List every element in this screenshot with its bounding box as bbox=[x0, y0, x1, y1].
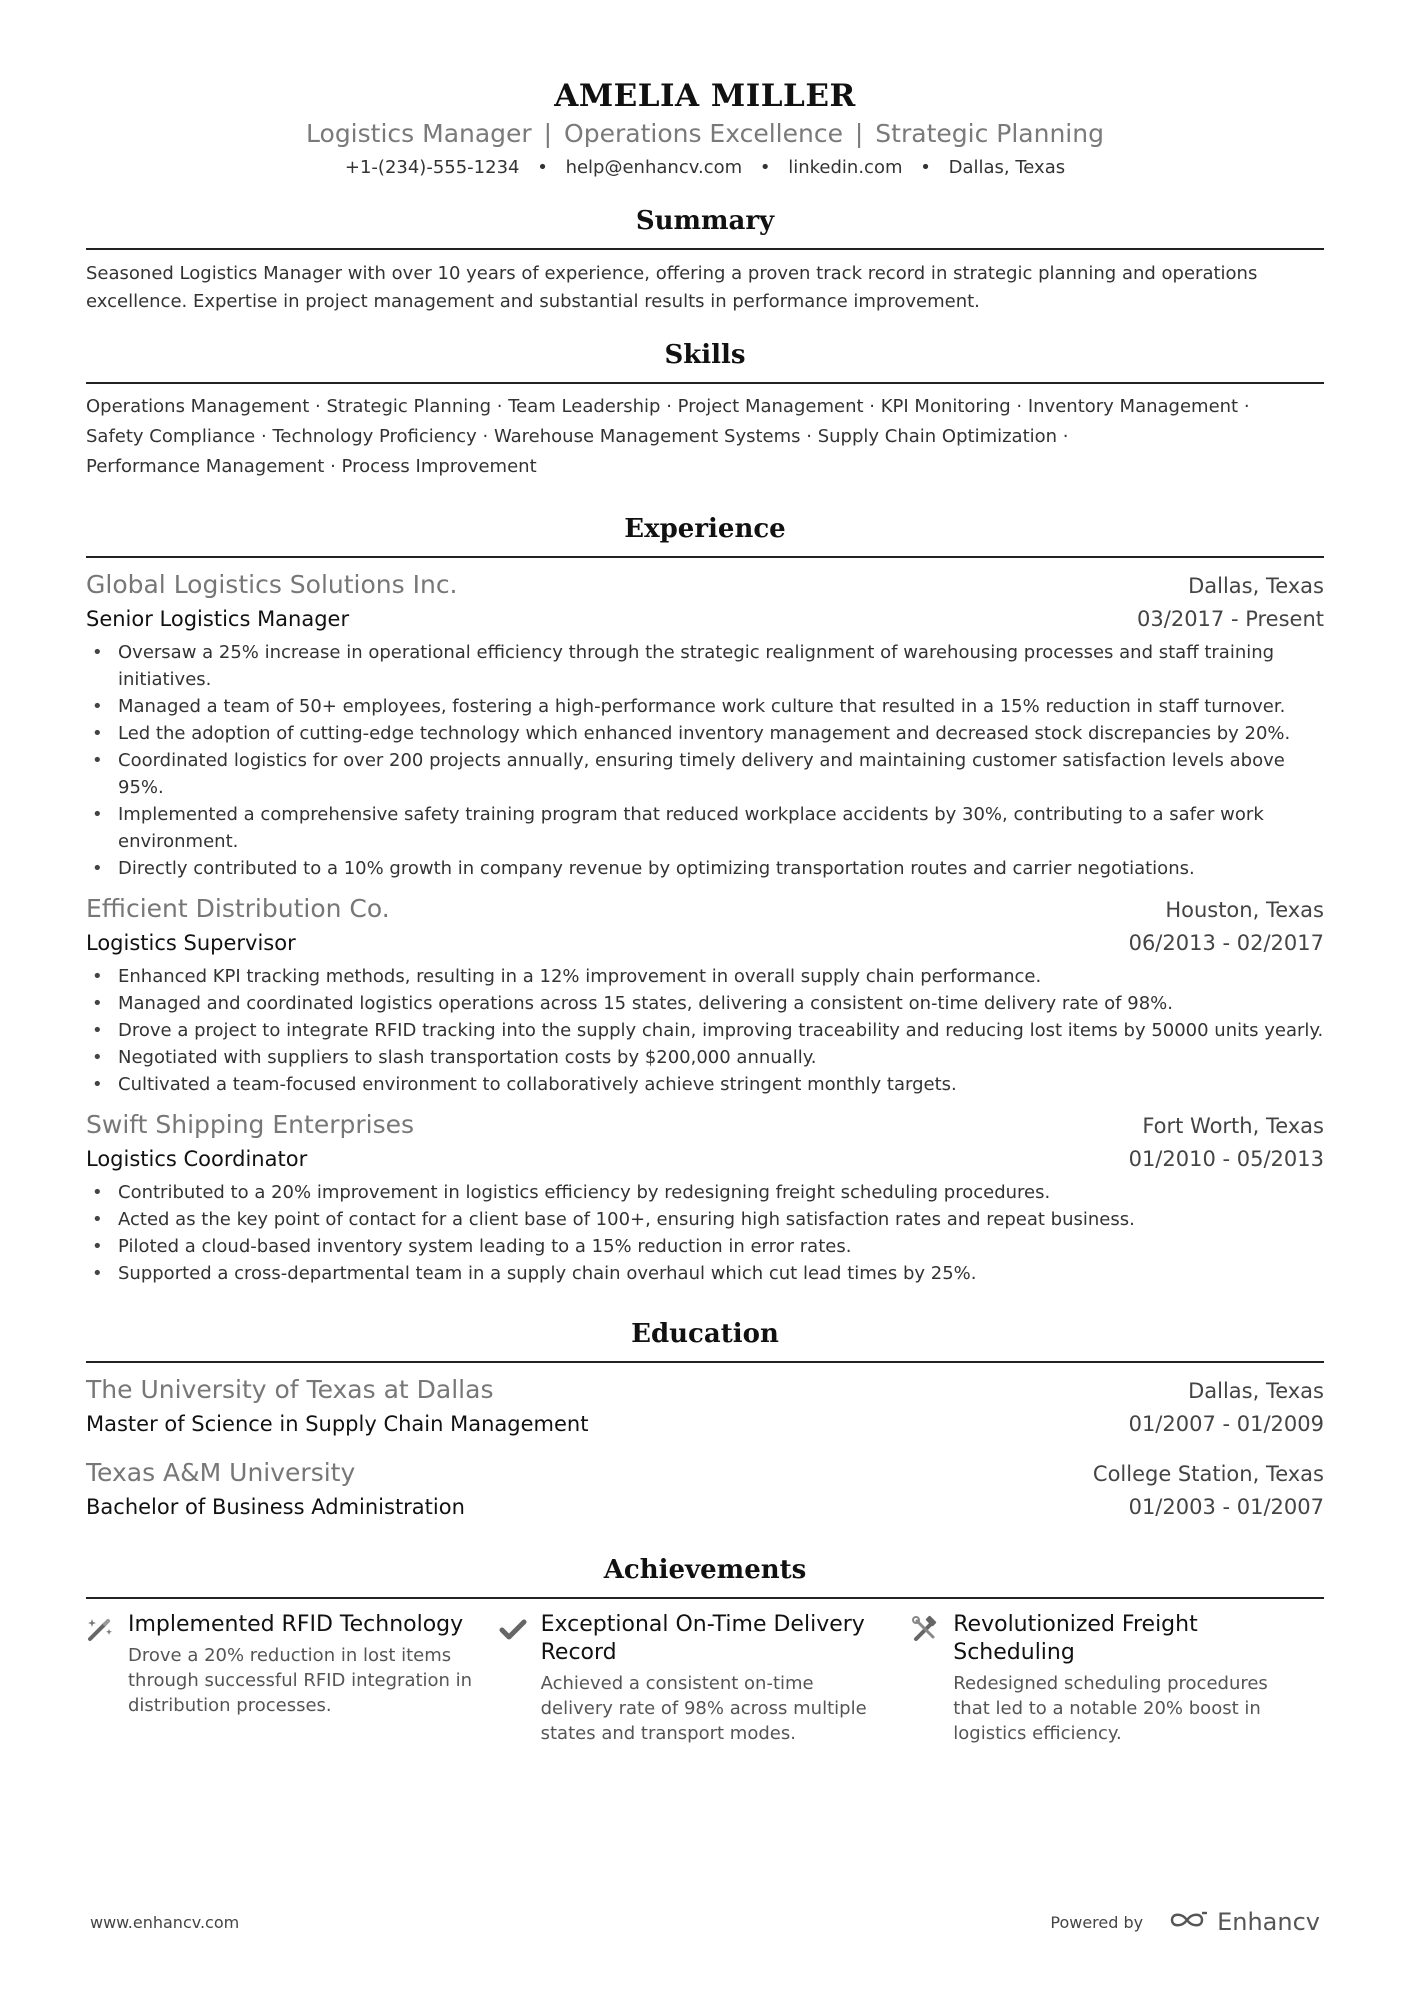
bullet-item: • Cultivated a team-focused environment to collaboratively achieve stringent monthly targets. bbox=[86, 1071, 1324, 1098]
skills-list: Operations Management · Strategic Planning · Team Leadership · Project Management · KPI Monitoring · Inventory Management · Safety Compliance · Technology Proficiency · Warehouse Management Systems · Supply Chain Optimization · Performance Management · Process Improvement bbox=[86, 396, 1250, 477]
company-name: Swift Shipping Enterprises bbox=[86, 1110, 415, 1139]
job-location: Houston, Texas bbox=[1165, 898, 1324, 922]
bullet-item: • Managed a team of 50+ employees, fostering a high-performance work culture that resulted in a 15% reduction in staff turnover. bbox=[86, 693, 1324, 720]
powered-by bbox=[1050, 1908, 1320, 1936]
title-item: Strategic Planning bbox=[875, 119, 1104, 148]
job-bullets bbox=[86, 639, 1324, 882]
section-title-summary: Summary bbox=[86, 204, 1324, 250]
skill-item: Warehouse Management Systems bbox=[493, 426, 801, 447]
skill-item: Supply Chain Optimization bbox=[817, 426, 1058, 447]
checkmark-icon bbox=[499, 1611, 541, 1746]
contact-separator: • bbox=[759, 157, 771, 178]
bullet-item: • Coordinated logistics for over 200 projects annually, ensuring timely delivery and maintaining customer satisfaction levels above 95%. bbox=[86, 747, 1324, 801]
bullet-item: • Drove a project to integrate RFID tracking into the supply chain, improving traceability and reducing lost items by 50000 units yearly. bbox=[86, 1017, 1324, 1044]
achievement-title: Revolutionized Freight Scheduling bbox=[953, 1612, 1198, 1665]
location: Dallas, Texas bbox=[948, 157, 1066, 178]
title-item: Operations Excellence bbox=[564, 119, 843, 148]
page-footer bbox=[90, 1908, 1320, 1936]
achievement-item bbox=[86, 1611, 499, 1746]
job-location: Fort Worth, Texas bbox=[1142, 1114, 1324, 1138]
company-name: Efficient Distribution Co. bbox=[86, 894, 390, 923]
bullet-item: • Led the adoption of cutting-edge technology which enhanced inventory management and decreased stock discrepancies by 20%. bbox=[86, 720, 1324, 747]
skill-item: Operations Management bbox=[86, 396, 310, 417]
school-location: College Station, Texas bbox=[1092, 1462, 1324, 1486]
achievements-grid bbox=[86, 1611, 1324, 1746]
contact-separator: • bbox=[537, 157, 548, 178]
achievements-section bbox=[86, 1553, 1324, 1746]
experience-section bbox=[86, 512, 1324, 1287]
candidate-name: AMELIA MILLER bbox=[554, 78, 856, 114]
achievement-title: Exceptional On-Time Delivery Record bbox=[540, 1612, 865, 1665]
skill-item: Performance Management bbox=[86, 456, 325, 477]
achievement-item bbox=[499, 1611, 912, 1746]
bullet-item: • Implemented a comprehensive safety training program that reduced workplace accidents by 30%, contributing to a safer work environment. bbox=[86, 801, 1324, 855]
email-link[interactable]: help@enhancv.com bbox=[565, 157, 743, 178]
education-dates: 01/2003 - 01/2007 bbox=[1128, 1495, 1324, 1519]
skill-item: Technology Proficiency bbox=[272, 426, 477, 447]
job-role: Senior Logistics Manager bbox=[86, 607, 350, 631]
bullet-item: • Managed and coordinated logistics operations across 15 states, delivering a consistent on-time delivery rate of 98%. bbox=[86, 990, 1324, 1017]
education-section bbox=[86, 1317, 1324, 1523]
company-name: Global Logistics Solutions Inc. bbox=[86, 570, 458, 599]
title-separator: | bbox=[543, 119, 553, 148]
skill-item: Team Leadership bbox=[508, 396, 661, 417]
contact-separator: • bbox=[920, 157, 931, 178]
job-entry bbox=[86, 1108, 1324, 1287]
job-entry bbox=[86, 568, 1324, 882]
section-title-experience: Experience bbox=[86, 512, 1324, 558]
summary-text: Seasoned Logistics Manager with over 10 years of experience, offering a proven track record in strategic planning and operations excellence. Expertise in project management and substantial results in performance improvement. bbox=[86, 263, 1258, 312]
section-title-achievements: Achievements bbox=[86, 1553, 1324, 1599]
section-title-education: Education bbox=[86, 1317, 1324, 1363]
skill-item: Safety Compliance bbox=[86, 426, 256, 447]
job-dates: 03/2017 - Present bbox=[1137, 607, 1324, 631]
job-bullets bbox=[86, 1179, 1324, 1287]
footer-website-link[interactable]: www.enhancv.com bbox=[90, 1912, 240, 1932]
achievement-description: Achieved a consistent on-time delivery rate of 98% across multiple states and transport modes. bbox=[540, 1673, 867, 1744]
resume-header bbox=[86, 0, 1324, 180]
hammer-wrench-icon bbox=[911, 1611, 953, 1746]
school-name: The University of Texas at Dallas bbox=[86, 1375, 494, 1404]
skills-section bbox=[86, 338, 1324, 482]
degree: Master of Science in Supply Chain Management bbox=[86, 1412, 589, 1436]
achievement-title: Implemented RFID Technology bbox=[128, 1612, 464, 1637]
linkedin-link[interactable]: linkedin.com bbox=[788, 157, 903, 178]
education-dates: 01/2007 - 01/2009 bbox=[1128, 1412, 1324, 1436]
skill-item: Process Improvement bbox=[341, 456, 537, 477]
job-role: Logistics Coordinator bbox=[86, 1147, 308, 1171]
magic-wand-icon bbox=[86, 1611, 128, 1746]
degree: Bachelor of Business Administration bbox=[86, 1495, 465, 1519]
title-separator: | bbox=[854, 119, 864, 148]
candidate-title bbox=[86, 118, 1324, 150]
enhancv-brand[interactable]: Enhancv bbox=[1217, 1908, 1320, 1936]
phone: +1-(234)-555-1234 bbox=[344, 157, 520, 178]
job-dates: 06/2013 - 02/2017 bbox=[1128, 931, 1324, 955]
skill-item: Inventory Management bbox=[1027, 396, 1239, 417]
achievement-description: Drove a 20% reduction in lost items through successful RFID integration in distribution processes. bbox=[128, 1645, 473, 1716]
bullet-item: • Contributed to a 20% improvement in logistics efficiency by redesigning freight scheduling procedures. bbox=[86, 1179, 1324, 1206]
enhancv-logo-icon bbox=[1169, 1909, 1209, 1935]
bullet-item: • Piloted a cloud-based inventory system leading to a 15% reduction in error rates. bbox=[86, 1233, 1324, 1260]
achievement-item bbox=[911, 1611, 1324, 1746]
school-name: Texas A&M University bbox=[86, 1458, 356, 1487]
achievement-description: Redesigned scheduling procedures that led to a notable 20% boost in logistics efficiency. bbox=[953, 1673, 1268, 1744]
section-title-skills: Skills bbox=[86, 338, 1324, 384]
skill-item: Project Management bbox=[677, 396, 864, 417]
skill-item: KPI Monitoring bbox=[880, 396, 1011, 417]
bullet-item: • Negotiated with suppliers to slash transportation costs by $200,000 annually. bbox=[86, 1044, 1324, 1071]
job-dates: 01/2010 - 05/2013 bbox=[1128, 1147, 1324, 1171]
job-bullets bbox=[86, 963, 1324, 1098]
powered-by-label: Powered by bbox=[1050, 1912, 1144, 1932]
bullet-item: • Enhanced KPI tracking methods, resulting in a 12% improvement in overall supply chain performance. bbox=[86, 963, 1324, 990]
job-location: Dallas, Texas bbox=[1188, 574, 1324, 598]
title-item: Logistics Manager bbox=[306, 119, 532, 148]
contact-line bbox=[86, 156, 1324, 180]
education-entry bbox=[86, 1373, 1324, 1440]
summary-section bbox=[86, 204, 1324, 316]
bullet-item: • Oversaw a 25% increase in operational efficiency through the strategic realignment of warehousing processes and staff training initiatives. bbox=[86, 639, 1324, 693]
job-entry bbox=[86, 892, 1324, 1098]
bullet-item: • Directly contributed to a 10% growth in company revenue by optimizing transportation routes and carrier negotiations. bbox=[86, 855, 1324, 882]
job-role: Logistics Supervisor bbox=[86, 931, 296, 955]
school-location: Dallas, Texas bbox=[1188, 1379, 1324, 1403]
bullet-item: • Acted as the key point of contact for a client base of 100+, ensuring high satisfaction rates and repeat business. bbox=[86, 1206, 1324, 1233]
education-entry bbox=[86, 1456, 1324, 1523]
bullet-item: • Supported a cross-departmental team in a supply chain overhaul which cut lead times by 25%. bbox=[86, 1260, 1324, 1287]
skill-item: Strategic Planning bbox=[326, 396, 492, 417]
